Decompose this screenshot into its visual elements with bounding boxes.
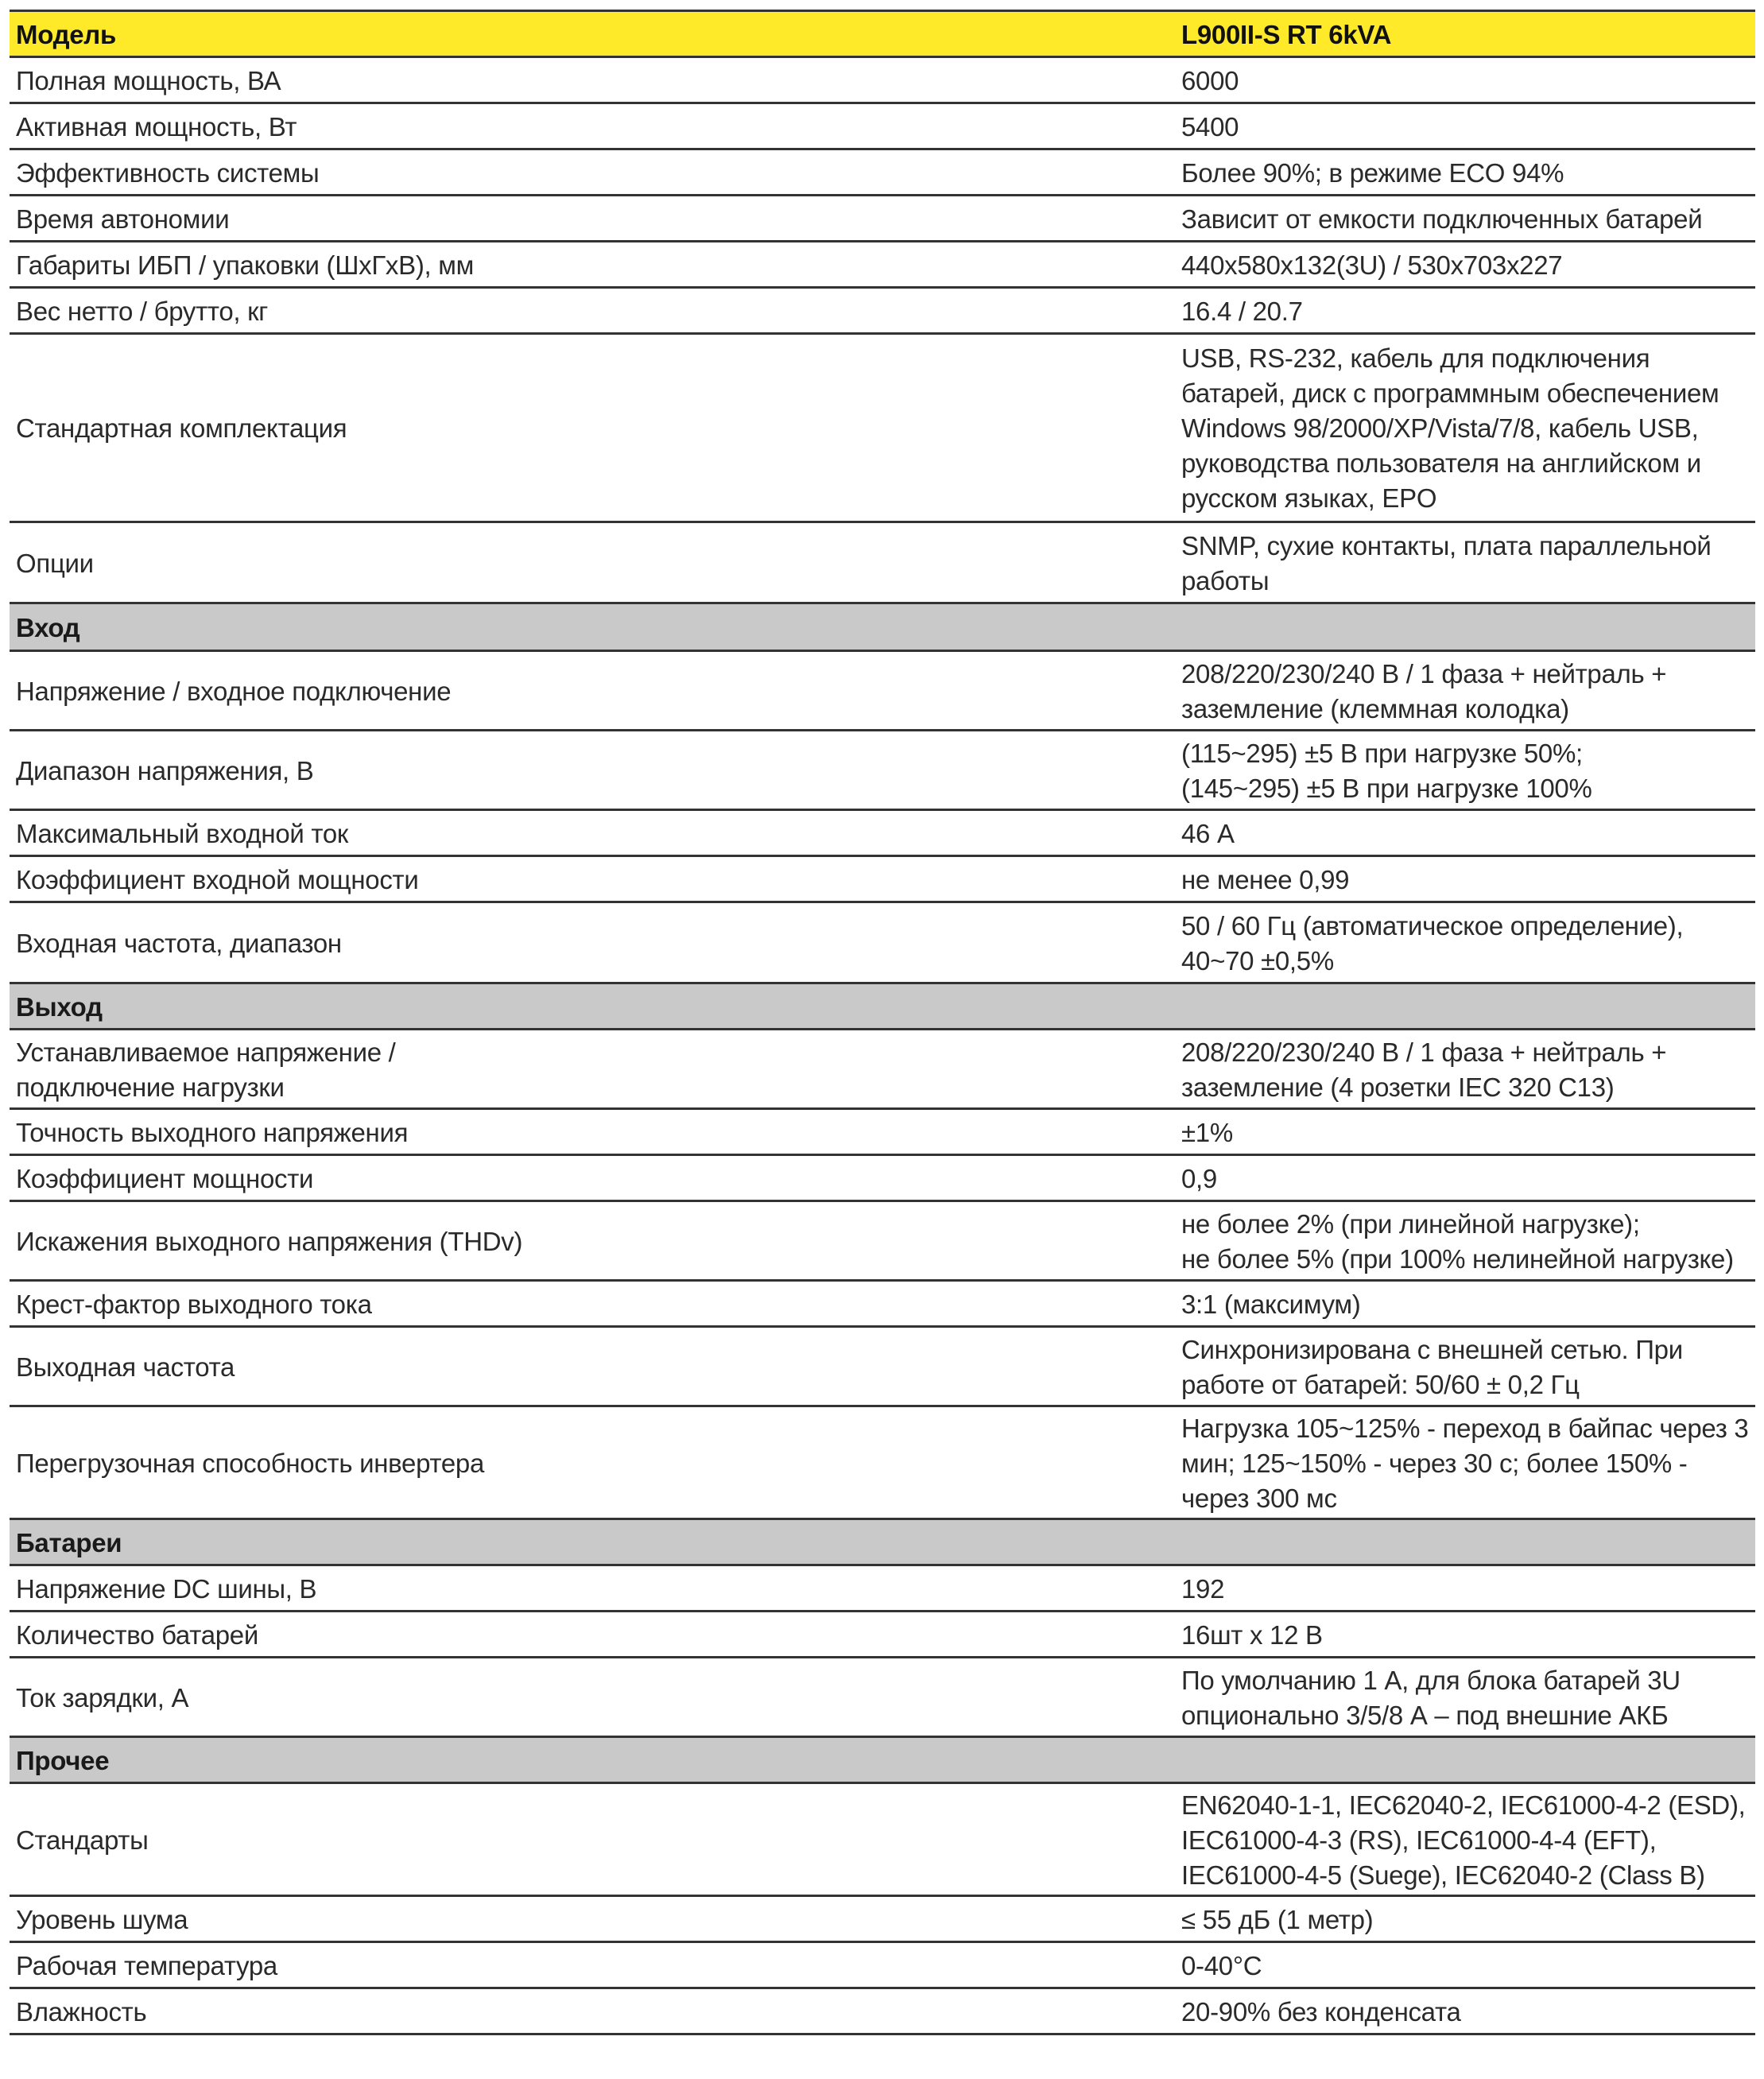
spec-label-line: Устанавливаемое напряжение / — [16, 1037, 396, 1067]
spec-value — [1173, 1565, 1755, 1612]
table-row — [10, 242, 1755, 288]
spec-label — [10, 149, 1173, 196]
spec-label-line: Максимальный входной ток — [16, 818, 349, 848]
section-row — [10, 1519, 1755, 1565]
table-row — [10, 731, 1755, 810]
table-row — [10, 902, 1755, 983]
spec-label-line: Рабочая температура — [16, 1950, 277, 1980]
spec-value-line: не более 2% (при линейной нагрузке); — [1181, 1208, 1640, 1239]
spec-value-line: русском языках, EPO — [1181, 483, 1437, 513]
spec-value-line: 208/220/230/240 В / 1 фаза + нейтраль + — [1181, 1037, 1667, 1067]
spec-label — [10, 1030, 1173, 1109]
spec-label — [10, 522, 1173, 603]
table-row — [10, 57, 1755, 103]
spec-label-line: Выходная частота — [16, 1352, 235, 1382]
spec-value-line: 16.4 / 20.7 — [1181, 296, 1303, 326]
spec-label-line: Вес нетто / брутто, кг — [16, 296, 269, 326]
spec-label-line: Стандартная комплектация — [16, 413, 347, 443]
spec-value-line: IEC61000-4-5 (Suege), IEC62040-2 (Class B) — [1181, 1860, 1705, 1890]
table-row — [10, 1988, 1755, 2034]
spec-label-line: Время автономии — [16, 204, 230, 234]
spec-value-line: мин; 125~150% - через 30 с; более 150% - — [1181, 1448, 1688, 1478]
table-row — [10, 103, 1755, 149]
spec-label — [10, 902, 1173, 983]
spec-table-body — [10, 11, 1755, 2034]
spec-label — [10, 651, 1173, 731]
spec-value-line: Нагрузка 105~125% - переход в байпас через 3 — [1181, 1413, 1749, 1443]
spec-label — [10, 731, 1173, 810]
spec-label-line: Габариты ИБП / упаковки (ШхГхВ), мм — [16, 250, 475, 280]
section-empty-cell — [1173, 1519, 1755, 1565]
spec-value-line: не менее 0,99 — [1181, 864, 1350, 894]
spec-value-line: 46 А — [1181, 818, 1235, 848]
spec-value — [1173, 1155, 1755, 1201]
spec-label-line: Активная мощность, Вт — [16, 111, 297, 142]
spec-value-line: Windows 98/2000/XP/Vista/7/8, кабель USB, — [1181, 413, 1699, 443]
spec-label-line: Опции — [16, 548, 94, 578]
header-model-value: L900II-S RT 6kVA — [1173, 11, 1755, 57]
spec-value-line: 3:1 (максимум) — [1181, 1289, 1361, 1319]
spec-label — [10, 1327, 1173, 1406]
table-row — [10, 196, 1755, 242]
spec-label — [10, 1942, 1173, 1988]
spec-value — [1173, 1896, 1755, 1942]
spec-label — [10, 288, 1173, 334]
spec-label-line: подключение нагрузки — [16, 1072, 285, 1102]
table-row — [10, 1327, 1755, 1406]
table-row — [10, 651, 1755, 731]
spec-value-line: IEC61000-4-3 (RS), IEC61000-4-4 (EFT), — [1181, 1825, 1657, 1855]
section-title: Прочее — [10, 1737, 1173, 1783]
spec-value — [1173, 1327, 1755, 1406]
spec-label-line: Входная частота, диапазон — [16, 928, 342, 958]
spec-value — [1173, 334, 1755, 522]
section-title: Выход — [10, 983, 1173, 1030]
spec-label — [10, 103, 1173, 149]
spec-table — [10, 10, 1755, 2035]
table-header-row — [10, 11, 1755, 57]
section-empty-cell — [1173, 603, 1755, 651]
spec-label — [10, 1109, 1173, 1155]
spec-value-line: батарей, диск с программным обеспечением — [1181, 378, 1719, 408]
spec-value — [1173, 1988, 1755, 2034]
spec-value-line: заземление (4 розетки IEC 320 C13) — [1181, 1072, 1615, 1102]
spec-value — [1173, 1658, 1755, 1737]
spec-value-line: через 300 мс — [1181, 1483, 1337, 1513]
spec-value — [1173, 902, 1755, 983]
spec-value-line: Зависит от емкости подключенных батарей — [1181, 204, 1703, 234]
spec-value-line: USB, RS-232, кабель для подключения — [1181, 343, 1650, 373]
spec-value-line: руководства пользователя на английском и — [1181, 448, 1701, 478]
spec-label — [10, 1896, 1173, 1942]
spec-label-line: Полная мощность, ВА — [16, 65, 281, 95]
spec-value-line: не более 5% (при 100% нелинейной нагрузке) — [1181, 1243, 1734, 1274]
spec-value — [1173, 1109, 1755, 1155]
spec-value-line: SNMP, сухие контакты, плата параллельной — [1181, 530, 1712, 560]
table-row — [10, 1896, 1755, 1942]
spec-value — [1173, 1942, 1755, 1988]
table-row — [10, 1783, 1755, 1896]
spec-value — [1173, 149, 1755, 196]
table-row — [10, 288, 1755, 334]
spec-label-line: Точность выходного напряжения — [16, 1117, 409, 1147]
spec-value-line: ±1% — [1181, 1117, 1233, 1147]
table-row — [10, 1406, 1755, 1519]
section-row — [10, 1737, 1755, 1783]
table-row — [10, 1109, 1755, 1155]
spec-value-line: Более 90%; в режиме ECO 94% — [1181, 157, 1564, 188]
section-row — [10, 603, 1755, 651]
spec-label — [10, 1406, 1173, 1519]
table-row — [10, 1201, 1755, 1281]
table-row — [10, 1030, 1755, 1109]
section-empty-cell — [1173, 983, 1755, 1030]
spec-label — [10, 810, 1173, 856]
spec-label — [10, 1658, 1173, 1737]
spec-value-line: (145~295) ±5 В при нагрузке 100% — [1181, 773, 1592, 803]
spec-value-line: 40~70 ±0,5% — [1181, 945, 1334, 976]
spec-value — [1173, 1201, 1755, 1281]
section-empty-cell — [1173, 1737, 1755, 1783]
table-row — [10, 149, 1755, 196]
spec-value — [1173, 1612, 1755, 1658]
spec-value — [1173, 57, 1755, 103]
table-row — [10, 1565, 1755, 1612]
spec-label-line: Напряжение DC шины, В — [16, 1573, 317, 1604]
spec-label-line: Уровень шума — [16, 1904, 188, 1934]
spec-value-line: заземление (клеммная колодка) — [1181, 693, 1569, 723]
spec-value — [1173, 651, 1755, 731]
spec-label — [10, 334, 1173, 522]
spec-value-line: 20-90% без конденсата — [1181, 1996, 1461, 2027]
spec-value — [1173, 288, 1755, 334]
spec-label — [10, 1201, 1173, 1281]
spec-label — [10, 57, 1173, 103]
spec-label — [10, 242, 1173, 288]
table-row — [10, 1658, 1755, 1737]
spec-value — [1173, 810, 1755, 856]
spec-label — [10, 1281, 1173, 1327]
spec-value — [1173, 731, 1755, 810]
spec-label-line: Перегрузочная способность инвертера — [16, 1448, 484, 1478]
table-row — [10, 522, 1755, 603]
table-row — [10, 1281, 1755, 1327]
spec-label-line: Количество батарей — [16, 1619, 258, 1650]
spec-value-line: опционально 3/5/8 А – под внешние АКБ — [1181, 1700, 1669, 1730]
spec-label — [10, 1612, 1173, 1658]
spec-label — [10, 856, 1173, 902]
spec-value — [1173, 522, 1755, 603]
spec-value-line: работе от батарей: 50/60 ± 0,2 Гц — [1181, 1369, 1580, 1399]
spec-label-line: Крест-фактор выходного тока — [16, 1289, 372, 1319]
spec-label — [10, 1155, 1173, 1201]
table-row — [10, 334, 1755, 522]
spec-value-line: EN62040-1-1, IEC62040-2, IEC61000-4-2 (ESD), — [1181, 1790, 1746, 1820]
spec-label-line: Влажность — [16, 1996, 147, 2027]
spec-label — [10, 196, 1173, 242]
section-title: Батареи — [10, 1519, 1173, 1565]
spec-value-line: Синхронизирована с внешней сетью. При — [1181, 1334, 1683, 1364]
table-row — [10, 856, 1755, 902]
table-row — [10, 1942, 1755, 1988]
section-title: Вход — [10, 603, 1173, 651]
spec-value — [1173, 196, 1755, 242]
spec-value-line: 50 / 60 Гц (автоматическое определение), — [1181, 910, 1684, 941]
spec-label-line: Ток зарядки, А — [16, 1682, 189, 1712]
spec-value — [1173, 856, 1755, 902]
spec-value-line: 0,9 — [1181, 1163, 1217, 1193]
spec-label-line: Эффективность системы — [16, 157, 320, 188]
spec-value-line: работы — [1181, 565, 1270, 595]
spec-value — [1173, 1406, 1755, 1519]
spec-label-line: Коэффициент входной мощности — [16, 864, 419, 894]
spec-value — [1173, 1783, 1755, 1896]
spec-label-line: Диапазон напряжения, В — [16, 755, 314, 785]
table-row — [10, 810, 1755, 856]
spec-label — [10, 1783, 1173, 1896]
table-row — [10, 1155, 1755, 1201]
table-row — [10, 1612, 1755, 1658]
header-model-label: Модель — [10, 11, 1173, 57]
spec-label-line: Искажения выходного напряжения (THDv) — [16, 1226, 523, 1256]
spec-value-line: ≤ 55 дБ (1 метр) — [1181, 1904, 1374, 1934]
spec-value-line: 192 — [1181, 1573, 1225, 1604]
spec-value-line: 208/220/230/240 В / 1 фаза + нейтраль + — [1181, 658, 1667, 688]
spec-value — [1173, 1030, 1755, 1109]
spec-label — [10, 1988, 1173, 2034]
spec-value — [1173, 1281, 1755, 1327]
spec-label — [10, 1565, 1173, 1612]
spec-label-line: Стандарты — [16, 1825, 149, 1855]
spec-label-line: Коэффициент мощности — [16, 1163, 314, 1193]
spec-value — [1173, 103, 1755, 149]
spec-value-line: 440x580x132(3U) / 530x703x227 — [1181, 250, 1563, 280]
spec-value-line: (115~295) ±5 В при нагрузке 50%; — [1181, 738, 1583, 768]
spec-value-line: По умолчанию 1 А, для блока батарей 3U — [1181, 1665, 1681, 1695]
spec-value-line: 5400 — [1181, 111, 1239, 142]
spec-label-line: Напряжение / входное подключение — [16, 676, 452, 706]
spec-value-line: 6000 — [1181, 65, 1239, 95]
spec-value — [1173, 242, 1755, 288]
spec-value-line: 16шт x 12 В — [1181, 1619, 1323, 1650]
spec-value-line: 0-40°C — [1181, 1950, 1262, 1980]
section-row — [10, 983, 1755, 1030]
